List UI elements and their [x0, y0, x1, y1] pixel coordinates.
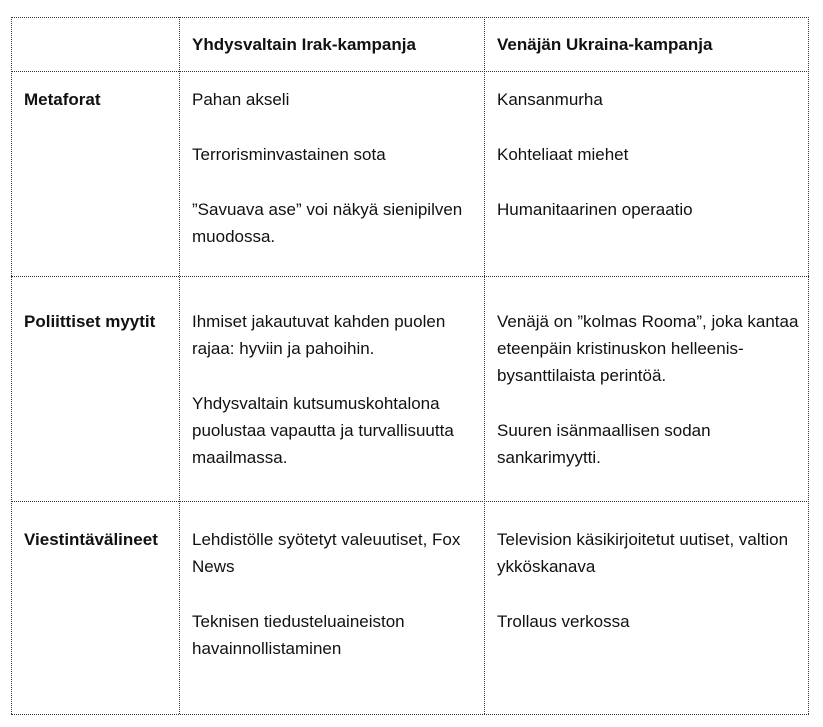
- cell-paragraph: ”Savuava ase” voi näkyä sienipilven muodossa.: [192, 200, 463, 246]
- row-label-poliittiset-myytit: Poliittiset myytit: [24, 312, 156, 331]
- table-rule-col2: [484, 17, 485, 714]
- table-rule-header: [11, 71, 809, 72]
- table-rule-bottom: [11, 714, 809, 715]
- header-cell-ukraine: Venäjän Ukraina-kampanja: [497, 35, 713, 54]
- table-rule-row1: [11, 276, 809, 277]
- cell-paragraph: Ihmiset jakautuvat kahden puolen rajaa: hyviin ja pahoihin.: [192, 312, 446, 358]
- table-rule-right: [808, 17, 809, 714]
- table-rule-col1: [179, 17, 180, 714]
- table-cell: [192, 308, 477, 471]
- cell-paragraph: Humanitaarinen operaatio: [497, 200, 693, 219]
- cell-paragraph: Television käsikirjoitetut uutiset, valtion ykköskanava: [497, 530, 789, 576]
- cell-paragraph: Kansanmurha: [497, 90, 603, 109]
- cell-paragraph: Trollaus verkossa: [497, 612, 630, 631]
- row-label-viestintavalineet: Viestintävälineet: [24, 530, 158, 549]
- table-rule-row2: [11, 501, 809, 502]
- cell-paragraph: Terrorisminvastainen sota: [192, 145, 386, 164]
- cell-paragraph: Venäjä on ”kolmas Rooma”, joka kantaa eteenpäin kristinuskon helleenis-bysanttilaista perintöä.: [497, 312, 799, 385]
- row-label-metaforat: Metaforat: [24, 90, 101, 109]
- cell-paragraph: Yhdysvaltain kutsumuskohtalona puolustaa vapautta ja turvallisuutta maailmassa.: [192, 394, 454, 467]
- table-cell: [497, 526, 802, 635]
- cell-paragraph: Kohteliaat miehet: [497, 145, 629, 164]
- table-rule-left: [11, 17, 12, 714]
- table-cell: [192, 86, 477, 250]
- cell-paragraph: Lehdistölle syötetyt valeuutiset, Fox News: [192, 530, 461, 576]
- table-cell: [497, 86, 802, 223]
- cell-paragraph: Pahan akseli: [192, 90, 290, 109]
- header-cell-iraq: Yhdysvaltain Irak-kampanja: [192, 35, 416, 54]
- cell-paragraph: Suuren isänmaallisen sodan sankarimyytti.: [497, 421, 711, 467]
- table-cell: [192, 526, 477, 662]
- table-rule-top: [11, 17, 809, 18]
- table-cell: [497, 308, 802, 471]
- cell-paragraph: Teknisen tiedusteluaineiston havainnollistaminen: [192, 612, 405, 658]
- comparison-table: [11, 17, 809, 714]
